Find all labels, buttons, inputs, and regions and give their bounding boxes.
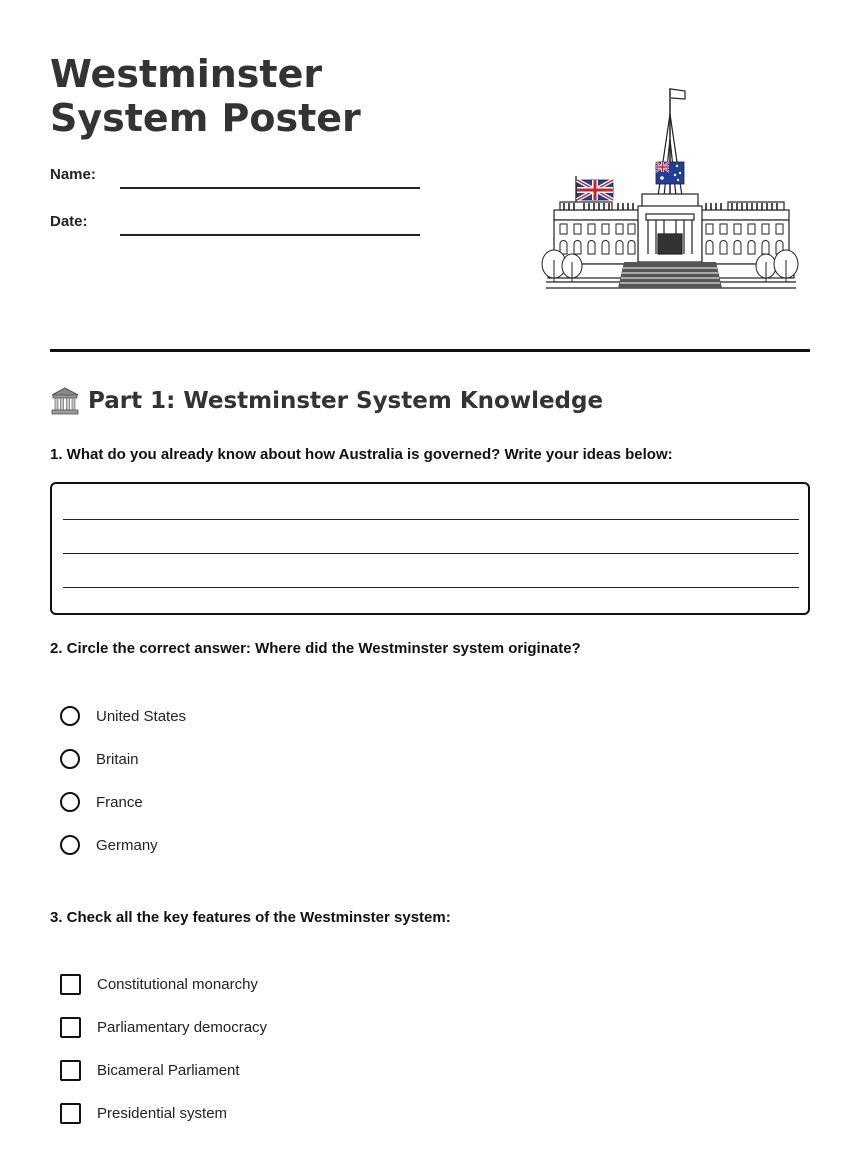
question-3: 3. Check all the key features of the Westminster system:	[50, 909, 451, 926]
option-label: United States	[96, 707, 187, 725]
option-label: Germany	[96, 836, 158, 854]
checkbox[interactable]	[60, 974, 81, 995]
checkbox-constitutional-monarchy[interactable]	[60, 974, 258, 995]
option-label: Britain	[96, 750, 139, 768]
option-britain[interactable]	[60, 749, 139, 769]
classical-building-icon	[50, 386, 80, 416]
checkbox-label: Bicameral Parliament	[97, 1062, 240, 1079]
radio-button[interactable]	[60, 749, 80, 769]
question-2: 2. Circle the correct answer: Where did the Westminster system originate?	[50, 640, 581, 657]
checkbox-parliamentary-democracy[interactable]	[60, 1017, 267, 1038]
date-field[interactable]	[120, 234, 420, 236]
section-divider	[50, 349, 810, 352]
australian-flag-icon	[656, 162, 684, 184]
checkbox[interactable]	[60, 1103, 81, 1124]
answer-box[interactable]	[50, 482, 810, 615]
answer-line[interactable]	[63, 587, 799, 588]
radio-button[interactable]	[60, 835, 80, 855]
option-united-states[interactable]	[60, 706, 186, 726]
checkbox-presidential-system[interactable]	[60, 1103, 227, 1124]
parliament-house-icon	[538, 84, 800, 294]
question-1: 1. What do you already know about how Australia is governed? Write your ideas below:	[50, 446, 673, 463]
option-france[interactable]	[60, 792, 143, 812]
checkbox-label: Presidential system	[97, 1105, 228, 1122]
checkbox[interactable]	[60, 1017, 81, 1038]
date-label: Date:	[50, 213, 88, 230]
checkbox-label: Parliamentary democracy	[97, 1019, 268, 1036]
name-field[interactable]	[120, 187, 420, 189]
page-title: Westminster System Poster	[50, 52, 361, 140]
option-label: France	[96, 793, 143, 811]
answer-line[interactable]	[63, 519, 799, 520]
section-title-text: Part 1: Westminster System Knowledge	[88, 388, 604, 414]
name-label: Name:	[50, 166, 96, 183]
checkbox-label: Constitutional monarchy	[97, 976, 258, 993]
option-germany[interactable]	[60, 835, 158, 855]
section-heading	[50, 386, 603, 416]
radio-button[interactable]	[60, 792, 80, 812]
checkbox-bicameral-parliament[interactable]	[60, 1060, 240, 1081]
radio-button[interactable]	[60, 706, 80, 726]
answer-line[interactable]	[63, 553, 799, 554]
checkbox[interactable]	[60, 1060, 81, 1081]
union-jack-flag-icon	[577, 180, 613, 200]
